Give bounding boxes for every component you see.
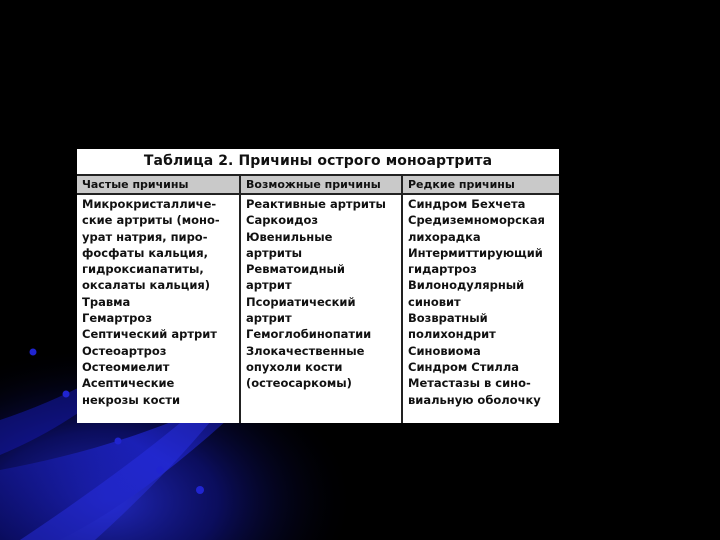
column-body: [403, 195, 559, 408]
cell: Гемоглобинопатии: [246, 327, 372, 342]
cell: Вилонодулярный синовит: [408, 278, 525, 309]
table-grid: [77, 174, 559, 423]
cell: Реактивные артриты: [246, 197, 386, 211]
cell: Ювенильные артриты: [246, 229, 333, 260]
cell: Метастазы в сино- виальную оболочку: [408, 376, 541, 407]
column-possible-causes: [239, 176, 401, 423]
cell: Синдром Бехчета: [408, 197, 526, 211]
cell: Псориатический артрит: [246, 294, 356, 326]
cell: Ревматоидный артрит: [246, 262, 345, 293]
cell: Остеоартроз: [82, 343, 167, 358]
cell: Синдром Стилла: [408, 359, 520, 374]
cell: Синовиома: [408, 343, 481, 358]
column-header: Возможные причины: [241, 176, 401, 195]
cell: Септический артрит: [82, 327, 217, 342]
column-body: [241, 195, 401, 392]
column-rare-causes: [401, 176, 559, 423]
cell: Асептические некрозы кости: [82, 376, 181, 407]
column-common-causes: [77, 176, 239, 423]
column-header: Редкие причины: [403, 176, 559, 195]
cell: Саркоидоз: [246, 213, 319, 228]
cell: Средиземноморская лихорадка: [408, 213, 545, 244]
cell: Травма: [82, 294, 131, 309]
column-header: Частые причины: [77, 176, 239, 195]
column-body: [77, 195, 239, 408]
cell: Остеомиелит: [82, 359, 170, 374]
cell: Интермиттирующий гидартроз: [408, 245, 543, 277]
cell: Возвратный полихондрит: [408, 311, 496, 342]
table-title: Таблица 2. Причины острого моноартрита: [143, 153, 493, 169]
cell: Микрокристалличе- ские артриты (моно- урат натрия, пиро- фосфаты кальция, гидроксиапатиты, оксалаты кальция): [82, 197, 220, 293]
table-image: [77, 149, 559, 423]
cell: Злокачественные опухоли кости (остеосаркомы): [246, 343, 365, 391]
cell: Гемартроз: [82, 311, 152, 326]
